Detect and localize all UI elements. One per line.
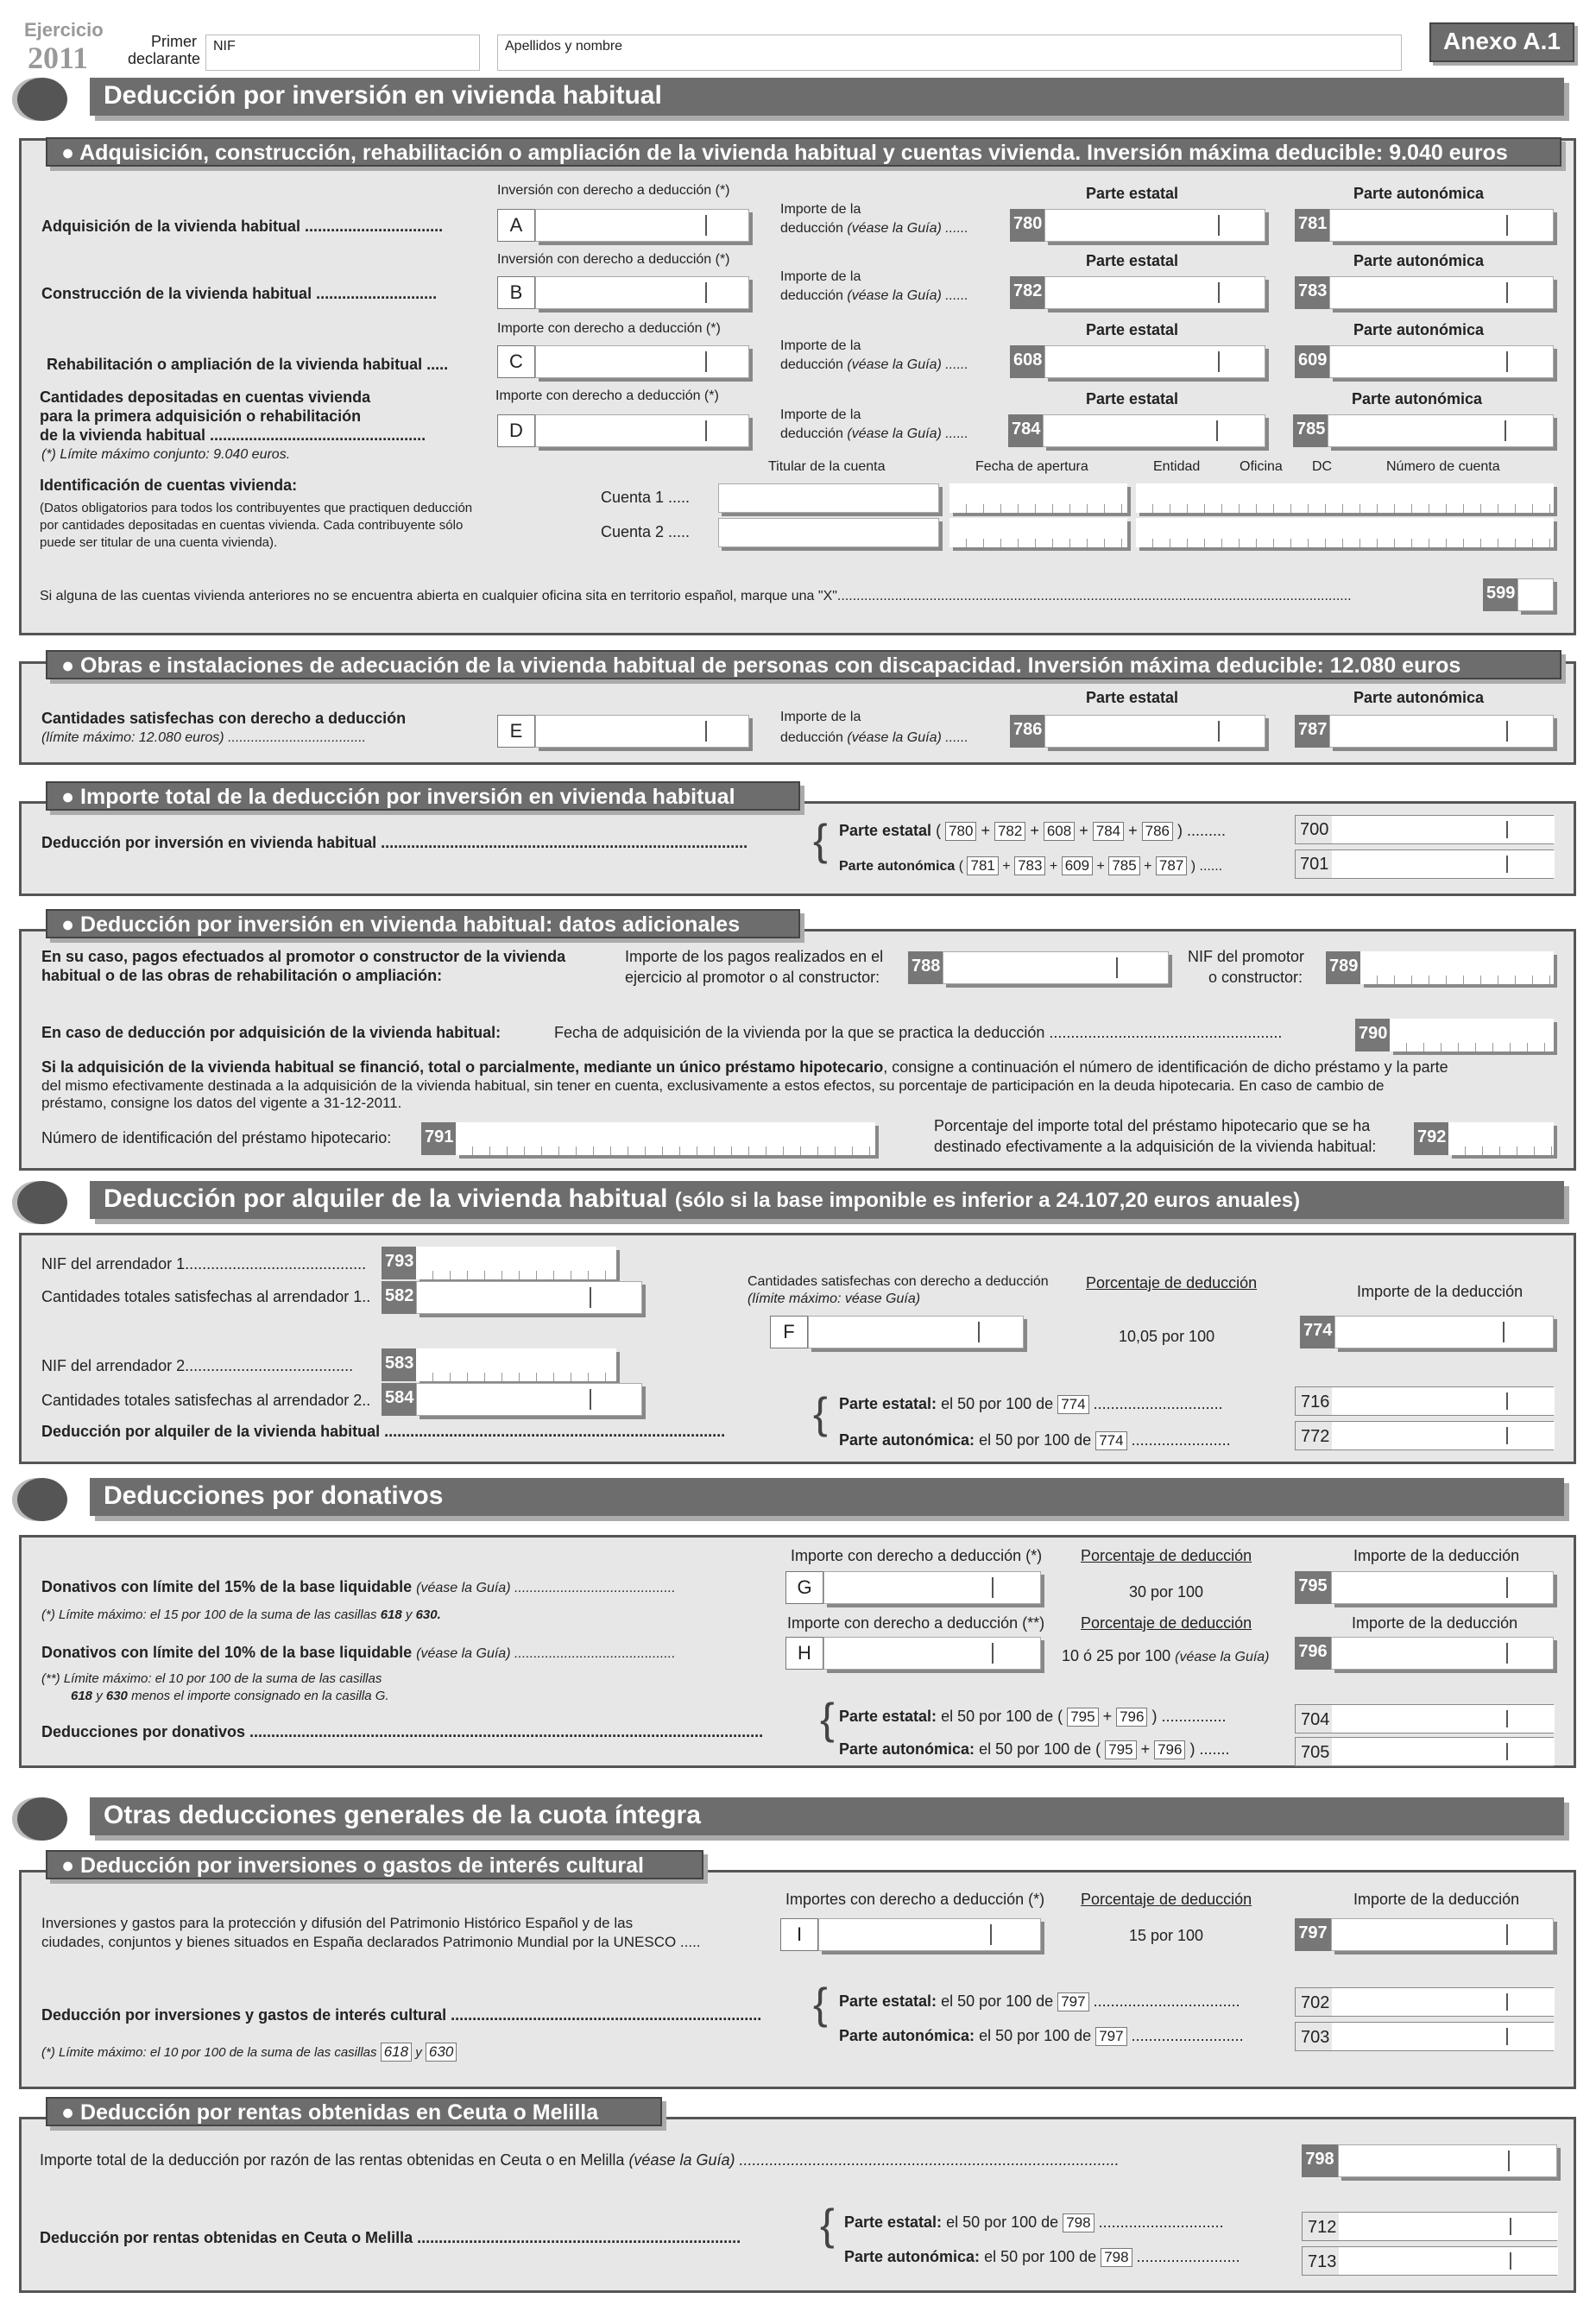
header-cult-pct: Porcentaje de deducción [1081,1891,1252,1908]
note-ident-1: (Datos obligatorios para todos los contribuyentes que practiquen deducción [40,501,473,515]
label-pct-prestamo-1: Porcentaje del importe total del préstamo hipotecario que se ha [934,1117,1371,1134]
casilla-772: 772 [1301,1427,1330,1446]
label-cult-estatal: Parte estatal: [839,1992,937,2010]
letter-i: I [780,1918,818,1951]
casilla-700: 700 [1300,820,1329,839]
input-609[interactable] [1329,345,1554,378]
ref-781: 781 [967,856,998,875]
letter-f: F [770,1316,808,1348]
input-787[interactable] [1329,715,1554,748]
label-pagos-1: En su caso, pagos efectuados al promotor o constructor de la vivienda [41,948,566,965]
casilla-796: 796 [1295,1637,1331,1670]
label-ceuta-estatal-2: el 50 por 100 de [946,2213,1059,2231]
header-ded-2: Importe de la deducción [1352,1614,1518,1632]
note-don-10-menos: menos el importe consignado en la casilla G. [131,1689,389,1703]
label-nif-arr-2: NIF del arrendador 2....................................... [41,1357,354,1374]
input-789[interactable] [1360,951,1554,984]
input-712[interactable] [1302,2212,1557,2241]
section-bullet-donativos [17,1478,67,1521]
subsection-title-obras: ● Obras e instalaciones de adecuación de la vivienda habitual de personas con discapacidad. Inversión máxima deducible: 12.080 euros [46,650,1561,679]
section-title-otras: Otras deducciones generales de la cuota íntegra [90,1797,1564,1835]
input-e[interactable] [535,715,749,748]
input-f[interactable] [808,1316,1024,1348]
label-extranjero: Si alguna de las cuentas vivienda anteriores no se encuentra abierta en cualquier oficina sita en territorio español, marque una "X"...................................................................................................................................... [40,589,1352,603]
ref-797-a: 797 [1057,1992,1088,2011]
brace-donativos: { [820,1695,835,1743]
label-don-estatal-2: el 50 por 100 de ( [941,1708,1063,1725]
text-prestamo-3: préstamo, consigne los datos del vigente a 31-12-2011. [41,1095,402,1111]
input-781[interactable] [1329,209,1554,242]
note-don-15: (*) Límite máximo: el 15 por 100 de la suma de las casillas [41,1607,377,1622]
header-parte-estatal-b: Parte estatal [1086,252,1179,269]
label-deduccion-b: deducción [780,288,843,303]
label-cuenta-2: Cuenta 2 ..... [601,523,691,540]
text-prestamo-1: , consigne a continuación el número de identificación de dicho préstamo y la parte [883,1058,1448,1076]
casilla-791: 791 [421,1122,456,1155]
header-imp-alquiler: Importe de la deducción [1357,1283,1523,1300]
header-parte-estatal-c: Parte estatal [1086,321,1179,338]
label-cult-estatal-dots: .................................. [1093,1992,1240,2010]
input-788[interactable] [943,951,1169,984]
section-bullet-otras [17,1797,67,1841]
label-nif-arr-1: NIF del arrendador 1.......................................... [41,1255,367,1272]
casilla-702: 702 [1301,1993,1330,2012]
ref-786: 786 [1142,822,1173,841]
declarante-label: Primer declarante [128,33,201,67]
year-label: 2011 [28,41,89,75]
brace-total: { [813,816,828,864]
col-dc: DC [1312,459,1333,474]
casilla-784: 784 [1008,414,1043,447]
casilla-584: 584 [382,1383,416,1416]
text-cult-2: ciudades, conjuntos y bienes situados en España declarados Patrimonio Mundial por la UNESCO ..... [41,1934,701,1950]
ref-785: 785 [1108,856,1139,875]
input-583[interactable] [416,1348,616,1381]
casilla-797: 797 [1295,1918,1331,1951]
input-c[interactable] [535,345,749,378]
input-ccc-2[interactable] [1136,518,1554,547]
header-cult-ded: Importe de la deducción [1353,1891,1520,1908]
label-total: Deducción por inversión en vivienda habitual ..................................................................................... [41,834,748,851]
brace-alquiler: { [813,1389,828,1437]
ref-783: 783 [1014,856,1045,875]
input-fecha-2[interactable] [949,518,1127,547]
label-importe-pagos-2: ejercicio al promotor o al constructor: [625,969,880,986]
input-795[interactable] [1331,1571,1554,1604]
nif-field-label: NIF [213,39,236,54]
col-entidad: Entidad [1153,459,1201,474]
label-alq-autonomica-dots: ....................... [1131,1431,1231,1449]
label-importe: Importe de la [780,202,861,217]
casilla-786: 786 [1010,715,1044,748]
ref-774-a: 774 [1057,1395,1088,1414]
casilla-780: 780 [1010,209,1044,242]
label-construccion: Construcción de la vivienda habitual ............................ [41,285,438,302]
header-parte-estatal: Parte estatal [1086,185,1179,202]
label-adq-vivienda: En caso de deducción por adquisición de la vivienda habitual: [41,1024,502,1041]
input-772[interactable] [1295,1421,1554,1450]
note-don-15-y: y [405,1607,413,1622]
header-pct-alquiler: Porcentaje de deducción [1086,1274,1258,1291]
input-h[interactable] [823,1637,1041,1670]
casilla-703: 703 [1301,2028,1330,2047]
input-a[interactable] [535,209,749,242]
casilla-609: 609 [1295,345,1329,378]
col-titular: Titular de la cuenta [768,459,886,474]
text-cult-1: Inversiones y gastos para la protección y difusión del Patrimonio Histórico Español y de las [41,1915,634,1931]
label-ceuta-autonomica: Parte autonómica: [844,2248,981,2265]
value-pct-10-25: 10 ó 25 por 100 [1062,1647,1171,1664]
label-importe-b: Importe de la [780,269,861,284]
label-cuentas: Cantidades depositadas en cuentas vivienda [40,388,371,406]
header-cult-imp: Importes con derecho a deducción (*) [785,1891,1045,1908]
input-608[interactable] [1044,345,1265,378]
input-705[interactable] [1295,1737,1554,1766]
section-bullet-alquiler [17,1181,67,1224]
casilla-582: 582 [382,1281,416,1314]
checkbox-599[interactable] [1517,578,1554,611]
label-total-estatal: Parte estatal [839,822,932,839]
value-pct-30: 30 por 100 [1129,1583,1204,1601]
value-pct-guia: (véase la Guía) [1175,1650,1270,1664]
input-786[interactable] [1044,715,1265,748]
casilla-790: 790 [1355,1019,1390,1051]
input-d[interactable] [535,414,749,447]
label-csat-1: Cantidades satisfechas con derecho a deducción [748,1274,1049,1289]
input-783[interactable] [1329,276,1554,309]
label-nif-promotor-1: NIF del promotor [1188,948,1305,965]
label-ded-alquiler: Deducción por alquiler de la vivienda habitual ............................................................................... [41,1423,726,1440]
header-importe-derecho-d: Importe con derecho a deducción (*) [495,388,719,403]
label-vease-guia-b: (véase la Guía) ...... [847,288,968,303]
input-798[interactable] [1338,2144,1557,2177]
label-don-total: Deducciones por donativos ....................................................................................................................... [41,1723,764,1740]
input-785[interactable] [1328,414,1554,447]
label-deduccion-d: deducción [780,426,843,441]
section-title-alquiler: Deducción por alquiler de la vivienda habitual (sólo si la base imponible es inferior a 24.107,20 euros anuales) [90,1181,1564,1219]
note-ident-3: puede ser titular de una cuenta vivienda). [40,535,278,550]
subsection-title-cultural: ● Deducción por inversiones o gastos de interés cultural [46,1850,703,1879]
ref-784: 784 [1093,822,1124,841]
header-inversion-derecho: Inversión con derecho a deducción (*) [497,183,730,198]
casilla-781: 781 [1295,209,1329,242]
label-pct-prestamo-2: destinado efectivamente a la adquisición de la vivienda habitual: [934,1138,1377,1155]
label-ident-cuentas: Identificación de cuentas vivienda: [40,477,298,494]
label-alq-estatal-dots: .............................. [1093,1395,1223,1412]
label-alq-estatal: Parte estatal: [839,1395,937,1412]
text-ceuta-guia: (véase la Guía) ........................................................................................ [628,2151,1120,2169]
label-obras-2: (límite máximo: 12.080 euros) .................................... [41,730,367,745]
col-oficina: Oficina [1240,459,1283,474]
label-alq-estatal-2: el 50 por 100 de [941,1395,1054,1412]
note-don-15-618: 618 [380,1607,402,1622]
input-i[interactable] [818,1918,1041,1951]
label-cant-arr-1: Cantidades totales satisfechas al arrendador 1.. [41,1288,371,1305]
subsection-title-total: ● Importe total de la deducción por inversión en vivienda habitual [46,781,800,811]
nombre-field[interactable] [497,35,1402,71]
label-cult-autonomica-2: el 50 por 100 de [979,2027,1092,2044]
casilla-701: 701 [1300,855,1329,874]
letter-b: B [497,276,535,309]
label-importe-c: Importe de la [780,338,861,353]
brace-ceuta: { [820,2201,835,2249]
input-792[interactable] [1448,1122,1554,1155]
label-importe-d: Importe de la [780,407,861,422]
label-don-15: Donativos con límite del 15% de la base liquidable [41,1578,413,1595]
label-ceuta-estatal: Parte estatal: [844,2213,943,2231]
label-nif-promotor-2: o constructor: [1208,969,1303,986]
label-deduccion-e: deducción [780,730,843,745]
letter-g: G [785,1571,823,1604]
input-774[interactable] [1334,1316,1554,1348]
header-parte-autonomica-b: Parte autonómica [1353,252,1485,269]
input-701[interactable] [1295,849,1554,879]
label-obras-1: Cantidades satisfechas con derecho a deducción [41,710,407,727]
casilla-583: 583 [382,1348,416,1381]
ref-798-a: 798 [1063,2213,1094,2232]
casilla-787: 787 [1295,715,1329,748]
label-importe-pagos-1: Importe de los pagos realizados en el [625,948,884,965]
ref-795-b: 795 [1105,1740,1136,1759]
ref-796-a: 796 [1116,1708,1147,1727]
note-don-10-y: y [96,1689,103,1703]
label-csat-2: (límite máximo: véase Guía) [748,1291,921,1306]
input-ccc-1[interactable] [1136,483,1554,513]
input-796[interactable] [1331,1637,1554,1670]
ref-608: 608 [1044,822,1075,841]
input-titular-2[interactable] [718,518,939,547]
label-vease-guia-e: (véase la Guía) ...... [847,730,968,745]
ejercicio-label: Ejercicio [24,19,104,41]
label-cuentas-3: de la vivienda habitual .................................................. [40,426,426,444]
ref-780: 780 [945,822,976,841]
ref-630: 630 [426,2043,457,2062]
note-don-10-630: 630 [105,1689,128,1703]
label-pagos-2: habitual o de las obras de rehabilitación o ampliación: [41,967,443,984]
label-ceuta-ded: Deducción por rentas obtenidas en Ceuta o Melilla ........................................................................... [40,2229,741,2246]
input-716[interactable] [1295,1386,1554,1416]
label-cult-estatal-2: el 50 por 100 de [941,1992,1054,2010]
label-adquisicion: Adquisición de la vivienda habitual ................................ [41,218,444,235]
subsection-title-adquisicion: ● Adquisición, construcción, rehabilitación o ampliación de la vivienda habitual y cuentas vivienda. Inversión máxima deducible: 9.040 euros [46,137,1561,167]
casilla-782: 782 [1010,276,1044,309]
input-fecha-1[interactable] [949,483,1127,513]
casilla-712: 712 [1308,2218,1337,2237]
label-cuenta-1: Cuenta 1 ..... [601,489,691,506]
casilla-716: 716 [1301,1392,1330,1411]
label-don-estatal: Parte estatal: [839,1708,937,1725]
input-703[interactable] [1295,2022,1554,2051]
header-parte-autonomica-e: Parte autonómica [1353,689,1485,706]
casilla-793: 793 [382,1247,416,1279]
text-prestamo-bold: Si la adquisición de la vivienda habitual se financió, total o parcialmente, mediante un único préstamo hipotecario [41,1058,884,1076]
label-vease-guia: (véase la Guía) ...... [847,221,968,236]
ref-795-a: 795 [1067,1708,1098,1727]
header-parte-autonomica: Parte autonómica [1353,185,1485,202]
input-713[interactable] [1302,2246,1557,2276]
casilla-783: 783 [1295,276,1329,309]
casilla-785: 785 [1293,414,1328,447]
ref-787: 787 [1156,856,1187,875]
header-inversion-derecho-b: Inversión con derecho a deducción (*) [497,252,730,267]
header-parte-estatal-e: Parte estatal [1086,689,1179,706]
ref-609: 609 [1062,856,1093,875]
label-vease-guia-c: (véase la Guía) ...... [847,357,968,372]
casilla-713: 713 [1308,2252,1337,2271]
input-784[interactable] [1043,414,1265,447]
input-704[interactable] [1295,1704,1554,1733]
ref-618: 618 [381,2043,412,2062]
note-ident-2: por cantidades depositadas en cuentas vivienda. Cada contribuyente sólo [40,518,464,533]
label-don-autonomica-dots: ) ....... [1189,1740,1230,1758]
note-cult-lim: (*) Límite máximo: el 10 por 100 de la suma de las casillas [41,2045,377,2060]
input-790[interactable] [1390,1019,1554,1051]
header-imp-der-1: Importe con derecho a deducción (*) [791,1547,1043,1564]
header-imp-der-2: Importe con derecho a deducción (**) [787,1614,1045,1632]
casilla-795: 795 [1295,1571,1331,1604]
ref-796-b: 796 [1154,1740,1185,1759]
input-780[interactable] [1044,209,1265,242]
nombre-field-label: Apellidos y nombre [505,39,623,54]
casilla-774: 774 [1300,1316,1334,1348]
input-b[interactable] [535,276,749,309]
col-numero: Número de cuenta [1386,459,1500,474]
label-cult-ded: Deducción por inversiones y gastos de interés cultural ........................................................................ [41,2006,762,2024]
section-bullet [17,78,67,121]
header-pct-2: Porcentaje de deducción [1081,1614,1252,1632]
label-don-10-guia: (véase la Guía) .......................................... [416,1646,676,1661]
label-don-autonomica-2: el 50 por 100 de ( [979,1740,1101,1758]
note-don-15-630: 630. [415,1607,441,1622]
letter-a: A [497,209,535,242]
ref-782: 782 [994,822,1025,841]
header-ded-1: Importe de la deducción [1353,1547,1520,1564]
note-don-10-618: 618 [71,1689,93,1703]
label-deduccion: deducción [780,221,843,236]
label-cult-autonomica-dots: .......................... [1131,2027,1244,2044]
label-alq-autonomica-2: el 50 por 100 de [979,1431,1092,1449]
text-ceuta: Importe total de la deducción por razón de las rentas obtenidas en Ceuta o en Melilla [40,2151,625,2169]
value-pct-15: 15 por 100 [1129,1927,1204,1944]
input-700[interactable] [1295,815,1554,844]
input-797[interactable] [1331,1918,1554,1951]
letter-c: C [497,345,535,378]
input-g[interactable] [823,1571,1041,1604]
ref-774-b: 774 [1095,1431,1126,1450]
label-total-autonomica: Parte autonómica [839,859,956,874]
label-don-autonomica: Parte autonómica: [839,1740,975,1758]
label-num-prestamo: Número de identificación del préstamo hipotecario: [41,1129,392,1146]
casilla-789: 789 [1326,951,1360,984]
label-don-estatal-dots: ) ............... [1151,1708,1227,1725]
label-don-10: Donativos con límite del 10% de la base liquidable [41,1644,413,1661]
subsection-title-ceuta: ● Deducción por rentas obtenidas en Ceuta o Melilla [46,2097,662,2126]
letter-e: E [497,715,535,748]
header-parte-autonomica-c: Parte autonómica [1353,321,1485,338]
label-cant-arr-2: Cantidades totales satisfechas al arrendador 2.. [41,1392,371,1409]
label-fecha-adq: Fecha de adquisición de la vivienda por la que se practica la deducción ...................................................... [554,1024,1283,1041]
note-limite: (*) Límite máximo conjunto: 9.040 euros. [41,447,291,462]
input-584[interactable] [416,1383,642,1416]
letter-h: H [785,1637,823,1670]
note-don-10: (**) Límite máximo: el 10 por 100 de la suma de las casillas [41,1671,382,1686]
label-ceuta-autonomica-dots: ........................ [1136,2248,1240,2265]
note-cult-y: y [415,2045,422,2060]
label-deduccion-c: deducción [780,357,843,372]
header-parte-autonomica-d: Parte autonómica [1352,390,1483,407]
brace-cultural: { [813,1980,828,2028]
input-782[interactable] [1044,276,1265,309]
input-702[interactable] [1295,1987,1554,2017]
casilla-608: 608 [1010,345,1044,378]
label-ceuta-autonomica-2: el 50 por 100 de [984,2248,1097,2265]
input-titular-1[interactable] [718,483,939,513]
casilla-788: 788 [908,951,943,984]
input-793[interactable] [416,1247,616,1279]
header-pct-1: Porcentaje de deducción [1081,1547,1252,1564]
col-fecha: Fecha de apertura [975,459,1088,474]
input-791[interactable] [456,1122,875,1155]
value-pct-alquiler: 10,05 por 100 [1119,1328,1215,1345]
label-cuentas-2: para la primera adquisición o rehabilitación [40,407,362,425]
label-ceuta-estatal-dots: ............................. [1098,2213,1224,2231]
label-alq-autonomica: Parte autonómica: [839,1431,975,1449]
anexo-badge: Anexo A.1 [1429,22,1574,62]
casilla-704: 704 [1301,1710,1330,1729]
casilla-705: 705 [1301,1743,1330,1762]
nif-field[interactable] [205,35,480,71]
section-title-vivienda: Deducción por inversión en vivienda habitual [90,78,1564,116]
label-cult-autonomica: Parte autonómica: [839,2027,975,2044]
ref-797-b: 797 [1095,2027,1126,2046]
section-title-donativos: Deducciones por donativos [90,1478,1564,1516]
text-prestamo-2: del mismo efectivamente destinada a la adquisición de la vivienda habitual, sin tener en cuenta, exclusivamente a estos efectos, su porcentaje de participación en la deuda hipotecaria. En caso de cambio de [41,1077,1385,1094]
header-parte-estatal-d: Parte estatal [1086,390,1179,407]
label-vease-guia-d: (véase la Guía) ...... [847,426,968,441]
letter-d: D [497,414,535,447]
casilla-599: 599 [1483,578,1517,611]
label-rehabilitacion: Rehabilitación o ampliación de la vivienda habitual ..... [47,356,449,373]
casilla-792: 792 [1414,1122,1448,1155]
ref-798-b: 798 [1101,2248,1132,2267]
casilla-798: 798 [1302,2144,1338,2177]
input-582[interactable] [416,1281,642,1314]
label-don-15-guia: (véase la Guía) .......................................... [416,1581,676,1595]
subsection-title-adicionales: ● Deducción por inversión en vivienda habitual: datos adicionales [46,909,800,938]
label-importe-e: Importe de la [780,710,861,724]
header-importe-derecho-c: Importe con derecho a deducción (*) [497,321,721,336]
